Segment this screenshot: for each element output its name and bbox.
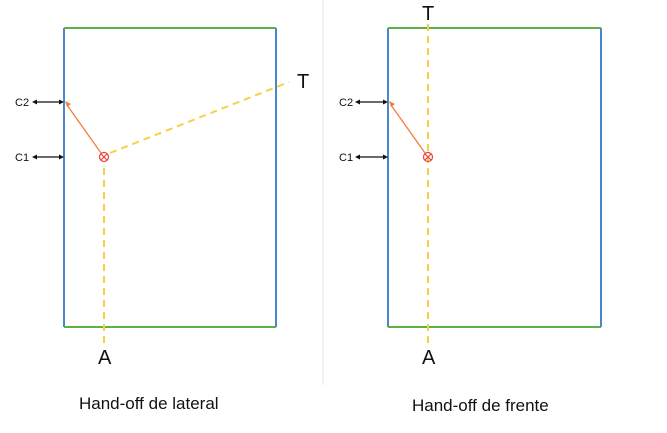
- label-c2: C2: [15, 97, 30, 109]
- vector-arrowhead: [65, 101, 71, 107]
- label-c1: C1: [15, 152, 30, 164]
- left-right-arrow-icon: [355, 100, 388, 105]
- label-c1: C1: [339, 152, 354, 164]
- left-right-arrow-icon: [32, 100, 64, 105]
- crossed-circle-icon: [100, 153, 109, 162]
- vector-arrowhead: [389, 101, 395, 107]
- left-right-arrow-icon: [32, 155, 64, 160]
- vector-to-c2: [67, 105, 101, 153]
- label-t: T: [297, 71, 310, 93]
- path-to-t: [110, 82, 289, 153]
- panel-frente: [339, 3, 601, 369]
- label-a: A: [98, 347, 112, 369]
- label-t: T: [422, 3, 435, 25]
- label-a: A: [422, 347, 436, 369]
- panel-lateral: [15, 28, 309, 369]
- label-c2: C2: [339, 97, 354, 109]
- caption-lateral: Hand-off de lateral: [79, 394, 219, 413]
- caption-frente: Hand-off de frente: [412, 396, 549, 415]
- vector-to-c2: [391, 105, 425, 153]
- left-right-arrow-icon: [355, 155, 388, 160]
